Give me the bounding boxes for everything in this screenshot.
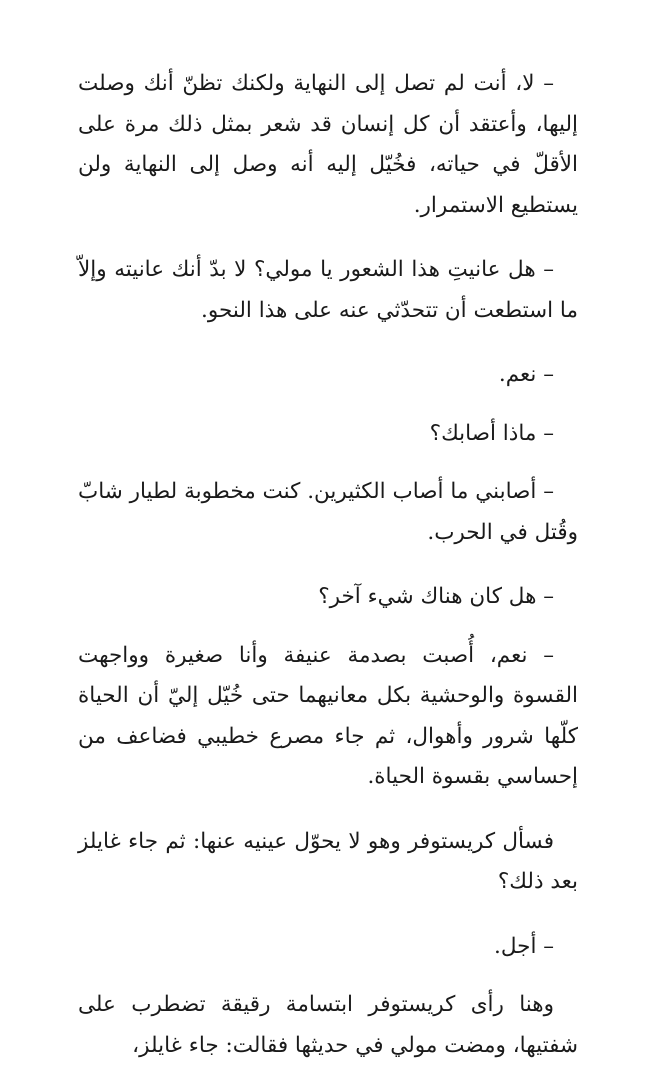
paragraph-8: فسأل كريستوفر وهو لا يحوّل عينيه عنها: ثم جاء غايلز بعد ذلك؟ <box>78 828 578 894</box>
paragraph-9: – أجل. <box>494 933 554 959</box>
book-page <box>78 64 578 1090</box>
paragraph-10: وهنا رأى كريستوفر ابتسامة رقيقة تضطرب على شفتيها، ومضت مولي في حديثها فقالت: جاء غايلز، <box>78 992 578 1058</box>
paragraph-7: – نعم، أُصبت بصدمة عنيفة وأنا صغيرة وواجهت القسوة والوحشية بكل معانيهما حتى خُيّل إليّ أن الحياة كلّها شرور وأهوال، ثم جاء مصرع خطيبي فضاعف من إحساسي بقسوة الحياة. <box>78 642 578 789</box>
paragraph-3: – نعم. <box>498 362 554 387</box>
paragraph-2: – هل عانيتِ هذا الشعور يا مولي؟ لا بدّ أنك عانيته وإلاّ ما استطعت أن تتحدّثي عنه على هذا النحو. <box>78 257 578 323</box>
paragraph-6: – هل كان هناك شيء آخر؟ <box>318 584 554 609</box>
paragraph-5: – أصابني ما أصاب الكثيرين. كنت مخطوبة لطيار شابّ وقُتل في الحرب. <box>77 479 578 545</box>
paragraph-1: – لا، أنت لم تصل إلى النهاية ولكنك تظنّ أنك وصلت إليها، وأعتقد أن كل إنسان قد شعر بمثل ذلك مرة على الأقلّ في حياته، فخُيّل إليه أنه وصل إلى النهاية ولن يستطيع الاستمرار. <box>78 71 578 218</box>
paragraph-4: – ماذا أصابك؟ <box>429 420 554 446</box>
